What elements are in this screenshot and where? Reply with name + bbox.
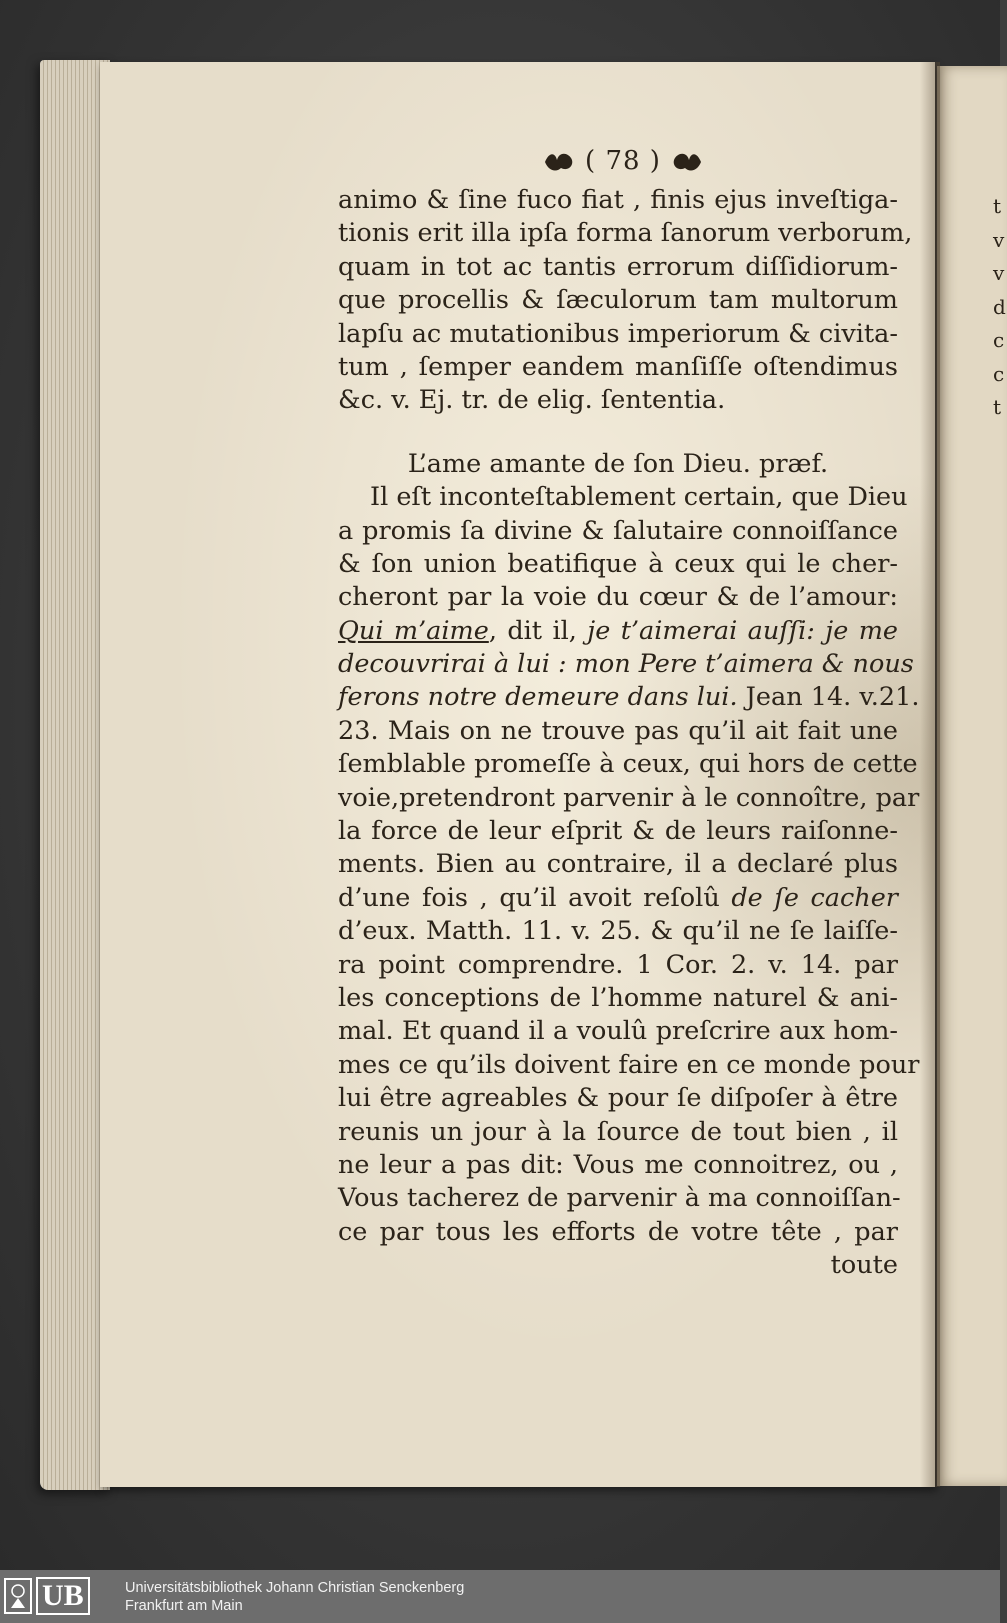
ub-logo-text: UB	[36, 1577, 90, 1615]
page-number: ( 78 )	[585, 146, 661, 177]
text-line: a promis ſa divine & ſalutaire connoiſſance	[338, 515, 898, 546]
text-line	[338, 615, 898, 648]
text-line: mes ce qu’ils doivent faire en ce monde pour	[338, 1049, 920, 1080]
text-line: Vous tacherez de parvenir à ma connoiſſan-	[338, 1183, 901, 1214]
text-line: la force de leur eſprit & de leurs raiſonne-	[338, 816, 898, 847]
university-seal-icon	[4, 1578, 32, 1614]
plain-text: , dit il,	[488, 615, 588, 646]
italic-text: je t’aimerai auſſi: je me	[587, 615, 898, 646]
catchword: toute	[830, 1250, 898, 1281]
text-line: les conceptions de l’homme naturel & ani-	[338, 982, 898, 1013]
italic-text: Qui m’aime	[338, 615, 489, 646]
text-line: quam in tot ac tantis errorum diſſidiorum-	[338, 251, 898, 282]
text-line: d’eux. Matth. 11. v. 25. & qu’il ne ſe laiſſe-	[338, 916, 898, 947]
text-line: que procellis & ſæculorum tam multorum	[338, 285, 898, 316]
text-line: reunis un jour à la ſource de tout bien , il	[338, 1116, 898, 1147]
text-line: lui être agreables & pour ſe diſpoſer à être	[338, 1083, 898, 1114]
italic-text: decouvrirai à lui : mon Pere t’aimera & nous	[338, 649, 914, 680]
text-line: &c. v. Ej. tr. de elig. ſententia.	[338, 385, 726, 416]
text-line: lapſu ac mutationibus imperiorum & civita-	[338, 318, 898, 349]
library-logo[interactable]	[4, 1576, 112, 1616]
plain-text: d’une fois , qu’il avoit reſolû	[338, 882, 732, 913]
institution-line-1: Universitätsbibliothek Johann Christian Senckenberg	[125, 1580, 465, 1596]
text-line: tionis erit illa ipſa forma ſanorum verborum,	[338, 218, 913, 249]
right-ornament-icon	[669, 150, 703, 174]
section-title: L’ame amante de ſon Dieu. præf.	[407, 448, 829, 479]
text-line: ra point comprendre. 1 Cor. 2. v. 14. par	[338, 949, 898, 980]
text-line: ments. Bien au contraire, il a declaré plus	[338, 849, 898, 880]
text-line: mal. Et quand il a voulû preſcrire aux hom-	[338, 1016, 898, 1047]
text-line	[338, 681, 920, 714]
text-line	[338, 648, 914, 681]
text-line: Il eſt inconteſtablement certain, que Dieu	[370, 482, 908, 513]
institution-line-2: Frankfurt am Main	[125, 1598, 243, 1614]
plain-text: Jean 14. v.21.	[737, 682, 920, 713]
paragraph-gap	[338, 418, 898, 448]
italic-text: de ſe cacher	[731, 882, 898, 913]
text-line: ce par tous les efforts de votre tête , par	[338, 1216, 898, 1247]
text-line: cheront par la voie du cœur & de l’amour:	[338, 582, 898, 613]
text-line	[338, 882, 898, 915]
text-line: tum , ſemper eandem manſiſſe oſtendimus	[338, 351, 898, 382]
text-line: ſemblable promeſſe à ceux, qui hors de cette	[338, 749, 918, 780]
text-line: voie,pretendront parvenir à le connoître, par	[338, 782, 920, 813]
text-line: & ſon union beatifique à ceux qui le cher-	[338, 548, 898, 579]
facing-page-letters: t v v d c c t	[993, 194, 1006, 419]
page-gutter	[920, 62, 940, 1487]
left-ornament-icon	[543, 150, 577, 174]
text-line: 23. Mais on ne trouve pas qu’il ait fait une	[338, 715, 898, 746]
text-line: animo & ſine fuco fiat , finis ejus inveſtiga-	[338, 185, 898, 215]
page-text	[338, 140, 920, 1283]
library-footer	[0, 1570, 1000, 1623]
italic-text: ferons notre demeure dans lui.	[338, 682, 738, 713]
text-line: ne leur a pas dit: Vous me connoitrez, ou ,	[338, 1149, 898, 1180]
institution-name	[125, 1579, 464, 1615]
page-header	[338, 140, 898, 184]
